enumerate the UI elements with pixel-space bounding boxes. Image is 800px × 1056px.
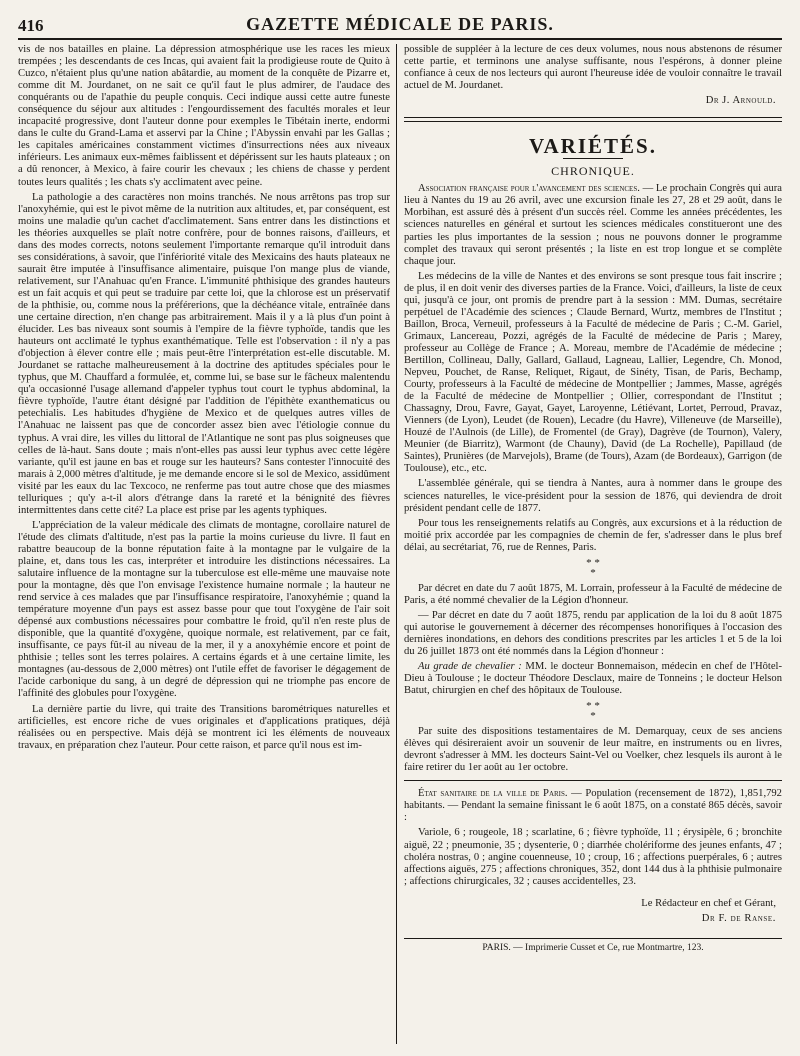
journal-title: GAZETTE MÉDICALE DE PARIS.: [246, 14, 554, 34]
news-paragraph: [404, 183, 782, 267]
author-signature: Dr J. Arnould.: [705, 95, 776, 107]
section-divider: [404, 117, 782, 122]
section-title: VARIÉTÉS.: [529, 134, 657, 159]
news-lead: Au grade de chevalier :: [418, 661, 522, 673]
page-number: 416: [18, 16, 44, 35]
title-rule: [563, 158, 623, 159]
news-heading: État sanitaire de la ville de Paris.: [418, 788, 568, 800]
column-divider: [396, 44, 397, 1044]
article-paragraph: L'appréciation de la valeur médicale des climats de montagne, corollaire naturel de l'étude des climats d'altitude, n'est pas la partie la moins curieuse du livre. Il faut en rabattre beaucoup de la bonne réputation faite à la montagne par le vulgaire de la plaine, et, dans tous les cas, interpréter et introduire les distinctions nécessaires. La salutaire influence de la montagne sur la tuberculose est elle-même une mauvaise note pour la montagne, dès que l'on envisage l'existence humaine normale ; la hauteur ne rend service à ces malades que par l'insuffisance respiratoire, l'anoxyhémie ; quand la température moyenne d'un pays est assez basse pour que tout l'oxygène de l'air soit dépensé aux combustions nécessaires pour combattre le froid, qu'il n'en reste plus de disponible, que la quantité d'oxygène, quoique normale, est relativement, par ce fait, insuffisante, ce pays fût-il au niveau de la mer, il y a anoxyhémie encore et point de phthisie ; telles sont les terres polaires. A certains égards et à une certaine limite, les montagnes (au-dessous de 2,000 mètres) ont l'utile effet de favoriser le dégagement de l'acide carbonique du sang, à un degré de dépression qui ne triomphe pas encore de l'affinité des globules pour l'oxygène.: [18, 519, 390, 700]
news-paragraph: [404, 661, 782, 697]
page-header: [18, 14, 782, 40]
article-paragraph: La pathologie a des caractères non moins tranchés. Ne nous arrêtons pas trop sur l'anoxyhémie, qui est le pivot même de la nutrition aux altitudes, et, par conséquent, est moins une maladie qu'un cachet d'acclimatement. Sans entrer dans les distinctions et les théories auxquelles se plaît notre confrère, pour de bonnes raisons, d'ailleurs, et dans des modes corrects, notons seulement l'importante remarque qu'il introduit dans ses considérations, à savoir, que l'infériorité vitale des Mexicains des hauts plateaux ne saurait être imputée à l'insuffisance alimentaire, puisque l'on mange plus de viande, relativement, sur l'Anahuac qu'en France. L'immunité phthisique des grandes hauteurs est un fait acquis et qui peut se traduire par cette loi, que la chlorose est un préservatif de la phthisie, ou, comme nous la préférerions, que la déchéance vitale, entraînée dans une certaine direction, n'en change pas arbitrairement. Mais il y a là plus d'un point à élucider. Les bas niveaux sont soumis à l'empire de la fièvre typhoïde, tandis que les hauteurs ont acclimaté le typhus exanthématique. Telle est l'observation : il n'y a pas d'objection à élever contre elle ; mais peut-être l'interprétation est-elle discutable. M. Jourdanet se rattache malheureusement à la doctrine des aptitudes spéciales pour le typhus, que M. Chauffard a formulée, et, comme lui, se base sur le fâcheux malentendu qu'a occasionné l'usage allemand d'appeler typhus tout court le typhus abdominal, la fièvre typhoïde, l'autre étant désigné par l'addition de l'épithète exanthematicus ou petechialis. Les habitudes d'hygiène de Mexico et de quelques autres villes de l'Anahuac ne laissent pas que de concorder assez bien avec l'étiologie connue du typhus. A vrai dire, les villes du littoral de l'Atlantique ne sont pas plus soigneuses que celles de là-haut. Sans doute ; mais n'ont-elles pas aussi leur typhus avec cette légère variante, qu'il est jaune en bas et rouge sur les hauteurs? Sans contester l'innocuité des marais à 2,000 mètres d'altitude, je me demande encore si le sol de Mexico, assidûment visité par les eaux du lac Texcoco, ne renferme pas tout autre chose que des miasmes telluriques ; qu'y a-t-il alors d'étrange dans la rareté et la bénignité des fièvres intermittentes dans cette cité? La place est prise par les agents typhiques.: [18, 191, 390, 516]
news-paragraph: Les médecins de la ville de Nantes et des environs se sont presque tous fait inscrire ; de plus, il en doit venir des diverses parties de la France. Voici, d'ailleurs, la liste de ceux qui, jusqu'à ce jour, ont promis de prendre part à la session : MM. Dumas, secrétaire perpétuel de l'Académie des sciences ; Claude Bernard, Wurtz, membres de l'Institut ; Baillon, Broca, Verneuil, professeurs à la Faculté de médecine de Paris ; C.-M. Gariel, Grimaux, Lancereau, Pozzi, agrégés de la Faculté de médecine de Paris ; Marey, professeur au Collège de France ; A. Moreau, membre de l'Académie de médecine ; Bertillon, Collineau, Dally, Gallard, Gallaud, Lagneau, Lallier, Legendre, Ch. Monod, Nepveu, Pouchet, de Ranse, Reliquet, Rigaut, de Sinéty, Tisan, de Paris, Bechamp, Courty, professeurs à la Faculté de médecine de Montpellier ; Jammes, Masse, agrégés de la Faculté de médecine de Montpellier ; Ollier, correspondant de l'Institut ; Chassagny, Drou, Favre, Gayat, Gayet, Laroyenne, Létiévant, Lortet, Perroud, Pravaz, Vienners (de Lyon), Leudet (de Rouen), Lecadre (du Havre), Villeneuve (de Marseille), Houzé de l'Aulnois (de Lille), de Fromentel (de Gray), Dagrève (de Tournon), Valery, Meunier (de Biarritz), Warmont (de Chauny), David (de La Rochelle), Papillaud (de Saintes), Prunières (de Marvejols), Brame (de Tours), Azam (de Bordeaux), Garrigon (de Toulouse), etc., etc.: [404, 270, 782, 475]
news-paragraph: — Par décret en date du 7 août 1875, rendu par application de la loi du 8 août 1875 qui autorise le gouvernement à décerner des récompenses honorifiques à l'occasion des dernières inondations, en dehors des conditions prescrites par les articles 1 et 5 de la loi du 26 juillet 1873 ont été nommés dans la Légion d'honneur :: [404, 609, 782, 657]
right-column: [404, 44, 782, 1044]
article-paragraph: possible de suppléer à la lecture de ces deux volumes, nous nous abstenons de résumer cette partie, et terminons une analyse suffisante, nous l'espérons, à donner pleine confiance à ceux de nos lecteurs qui auront l'heureuse idée de vouloir connaître le travail actuel de M. Jourdanet.: [404, 44, 782, 92]
subsection-title: CHRONIQUE.: [551, 164, 635, 179]
news-paragraph: Par suite des dispositions testamentaires de M. Demarquay, ceux de ses anciens élèves qui désireraient avoir un souvenir de leur maître, en instruments ou en livres, devront s'adresser à MM. les docteurs Saint-Vel ou Voelker, chez lesquels ils auront à le faire retirer du 1er août au 1er octobre.: [404, 726, 782, 774]
news-heading: Association française pour l'avancement des sciences.: [418, 183, 640, 195]
news-paragraph: [404, 788, 782, 824]
news-paragraph: Variole, 6 ; rougeole, 18 ; scarlatine, 6 ; fièvre typhoïde, 11 ; érysipèle, 6 ; bronchite aiguë, 22 ; pneumonie, 35 ; dysenterie, 0 ; diarrhée cholériforme des jeunes enfants, 47 ; choléra nostras, 0 ; angine couenneuse, 10 ; croup, 16 ; affections puerpérales, 6 ; autres affections aiguës, 275 ; affections chroniques, 352, dont 144 dus à la phthisie pulmonaire ; affections chirurgicales, 32 ; causes accidentelles, 23.: [404, 827, 782, 887]
news-text: — Population (recensement de 1872), 1,851,792 habitants. — Pendant la semaine finissant le 6 août 1875, on a constaté 865 décès, savoir :: [404, 788, 782, 824]
asterism-separator: * * *: [586, 556, 600, 579]
printer-imprint: PARIS. — Imprimerie Cusset et Ce, rue Montmartre, 123.: [404, 938, 782, 954]
asterism-separator: * * *: [586, 700, 600, 723]
editor-signature: [404, 896, 776, 926]
article-paragraph: vis de nos batailles en plaine. La dépression atmosphérique use les races les mieux trempées ; les descendants de ces Incas, qui avaient fait la prodigieuse route de Quito à Cuzco, n'étaient plus qu'une nation abâtardie, au moment de la conquête de Pizarre et, comme dit M. Jourdanet, on ne sait ce qu'il faut le plus admirer, de l'audace des conquérants ou de l'apathie du peuple conquis. Ceci indique aussi cette autre funeste conséquence du séjour aux altitudes : l'engourdissement des facultés morales et leur incapacité progressive, dont l'auteur donne pour exemples le Tibétain inerte, endormi dans le culte du Grand-Lama et asservi par la Chine ; l'Abyssin envahi par les Gallas ; les capitales américaines constamment victimes d'insurrections nées aux niveaux inférieurs. Les animaux eux-mêmes faiblissent et dépérissent sur les hauts plateaux ; on a dû renoncer, à Mexico, à faire courir les chevaux ; les chiens de chasse y perdent toutes leurs qualités ; les chats s'y acclimatent avec peine.: [18, 44, 390, 188]
news-paragraph: Pour tous les renseignements relatifs au Congrès, aux excursions et à la réduction de moitié prix accordée par les compagnies de chemin de fer, s'adresser dans le plus bref délai, au secrétariat, 76, rue de Rennes, Paris.: [404, 517, 782, 553]
editor-name: Dr F. de Ranse.: [701, 912, 776, 924]
left-column: [18, 44, 390, 1044]
news-paragraph: L'assemblée générale, qui se tiendra à Nantes, aura à nommer dans le groupe des sciences naturelles, le vice-président pour la session de 1876, qui deviendra de droit président pendant celle de 1877.: [404, 478, 782, 514]
news-text: — Le prochain Congrès qui aura lieu à Nantes du 19 au 26 avril, avec une excursion finale les 27, 28 et 29 août, dans le Morbihan, est assuré dès à présent d'un succès réel. Comme les années précédentes, les sciences naturelles en général et surtout les sciences médicales constitueront une des parties les plus importantes de la session ; nous ne pouvons donner le programme complet des travaux qui seront présentés ; la liste en est trop longue et se complète chaque jour.: [404, 183, 782, 267]
newspaper-page: [18, 14, 782, 1044]
article-paragraph: La dernière partie du livre, qui traite des Transitions barométriques naturelles et artificielles, est encore riche de vues originales et d'applications pratiques, déjà réalisées ou en perspective. Mais déjà se montrent ici les éléments de nouveaux travaux, en préparation chez l'auteur. Pour cette raison, et parce qu'il nous est im-: [18, 703, 390, 751]
editor-role: Le Rédacteur en chef et Gérant,: [641, 897, 776, 909]
short-divider: [404, 780, 782, 782]
news-text: MM. le docteur Bonnemaison, médecin en chef de l'Hôtel-Dieu à Toulouse ; le docteur Théodore Desclaux, maire de Tonneins ; le docteur Helson Batut, chirurgien en chef des hôpitaux de Toulouse.: [404, 661, 782, 697]
columns: [18, 44, 782, 1044]
news-paragraph: Par décret en date du 7 août 1875, M. Lorrain, professeur à la Faculté de médecine de Paris, a été nommé chevalier de la Légion d'honneur.: [404, 582, 782, 606]
